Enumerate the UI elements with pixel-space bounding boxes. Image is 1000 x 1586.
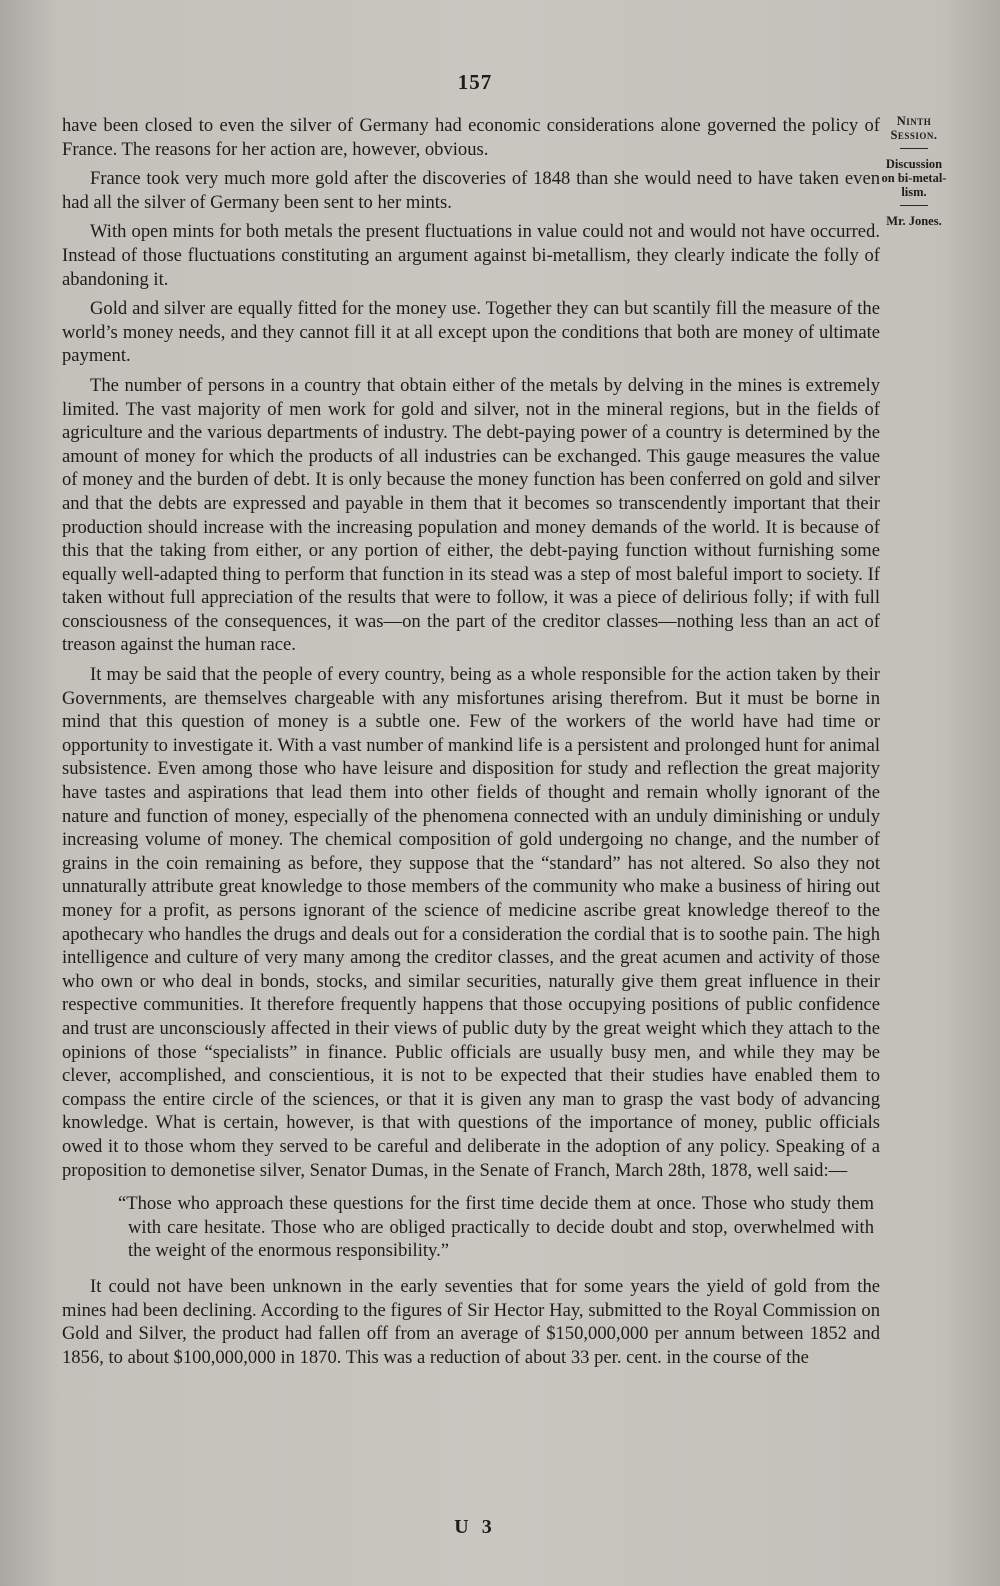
session-note-line1: Ninth: [896, 114, 932, 128]
margin-divider: [900, 205, 928, 206]
paragraph: With open mints for both metals the present fluctuations in value could not and would not have occurred. Instead of those fluctuations constituting an argument against bi-metallism, they clearly indicate the folly of abandoning it.: [62, 221, 880, 290]
session-note-line2: Session.: [890, 128, 938, 142]
paragraph: It could not have been unknown in the early seventies that for some years the yield of gold from the mines had been declining. According to the figures of Sir Hector Hay, submitted to the Royal Commission on Gold and Silver, the product had fallen off from an average of $150,000,000 per annum between 1852 and 1856, to about $100,000,000 in 1870. This was a reduction of about 33 per. cent. in the course of the: [62, 1275, 880, 1368]
margin-notes: [870, 114, 958, 228]
paragraph: The number of persons in a country that obtain either of the metals by delving in the mines is extremely limited. The vast majority of men work for gold and silver, not in the mineral regions, but in the fields of agriculture and the various departments of industry. The debt-paying power of a country is determined by the amount of money for which the products of all industries can be exchanged. This gauge measures the value of money and the burden of debt. It is only because the money function has been conferred on gold and silver and that the debts are expressed and payable in them that it becomes so transcendently important that their production should increase with the increasing population and money demands of the world. It is because of this that the taking from either, or any portion of either, the debt-paying function without furnishing some equally well-adapted thing to perform that function in its stead was a step of most baleful import to society. If taken without full appreciation of the results that were to follow, it was a piece of delirious folly; if with full consciousness of the consequences, it was—on the part of the creditor classes—nothing less than an act of treason against the human race.: [62, 374, 880, 656]
topic-note-line3: lism.: [901, 185, 927, 199]
body-text: [62, 114, 880, 1375]
paragraph: have been closed to even the silver of Germany had economic considerations alone governed the policy of France. The reasons for her action are, however, obvious.: [62, 115, 880, 160]
signature-mark: U 3: [454, 1516, 496, 1538]
block-quote: “Those who approach these questions for the first time decide them at once. Those who study them with care hesitate. Those who are obliged practically to decide doubt and stop, overwhelmed with the weight of the enormous responsibility.”: [118, 1193, 874, 1262]
topic-note-line2: on bi-metal-: [881, 171, 947, 185]
page-number: 157: [457, 70, 493, 94]
margin-divider: [900, 148, 928, 149]
topic-note-line1: Discussion: [885, 157, 943, 171]
paragraph: France took very much more gold after the discoveries of 1848 than she would need to have taken even had all the silver of Germany been sent to her mints.: [62, 168, 880, 213]
paragraph: It may be said that the people of every country, being as a whole responsible for the action taken by their Governments, are themselves chargeable with any misfortunes arising therefrom. But it must be borne in mind that this question of money is a subtle one. Few of the workers of the world have had time or opportunity to investigate it. With a vast number of mankind life is a persistent and prolonged hunt for animal subsistence. Even among those who have leisure and disposition for study and reflection the great majority have tastes and aspirations that lead them into other fields of thought and remain wholly ignorant of the nature and function of money, especially of the phenomena connected with an unduly diminishing or unduly increasing volume of money. The chemical composition of gold undergoing no change, and the number of grains in the coin remaining as before, they suppose that the “standard” has not altered. So also they not unnaturally attribute great knowledge to those members of the community who make a business of hiring out money for a profit, as persons ignorant of the science of medicine ascribe great knowledge thereof to the apothecary who handles the drugs and deals out for a consideration the cordial that is to soothe pain. The high intelligence and culture of very many among the creditor classes, and the great acumen and activity of those who own or who deal in bonds, stocks, and similar securities, naturally give them great influence in their respective communities. It therefore frequently happens that those occupying positions of public confidence and trust are unconsciously affected in their views of public duty by the great weight which they attach to the opinions of those “specialists” in finance. Public officials are usually busy men, and while they may be clever, accomplished, and conscientious, it is not to be expected that their studies have enabled them to compass the entire circle of the sciences, or that it is given any man to grasp the vast body of advancing knowledge. What is certain, however, is that with questions of the importance of money, public officials owed it to those whom they served to be careful and deliberate in the adoption of any policy. Speaking of a proposition to demonetise silver, Senator Dumas, in the Senate of Franch, March 28th, 1878, well said:—: [62, 664, 880, 1181]
paragraph: Gold and silver are equally fitted for the money use. Together they can but scantily fill the measure of the world’s money needs, and they cannot fill it at all except upon the conditions that both are money of ultimate payment.: [62, 298, 880, 367]
speaker-note: Mr. Jones.: [886, 214, 942, 228]
